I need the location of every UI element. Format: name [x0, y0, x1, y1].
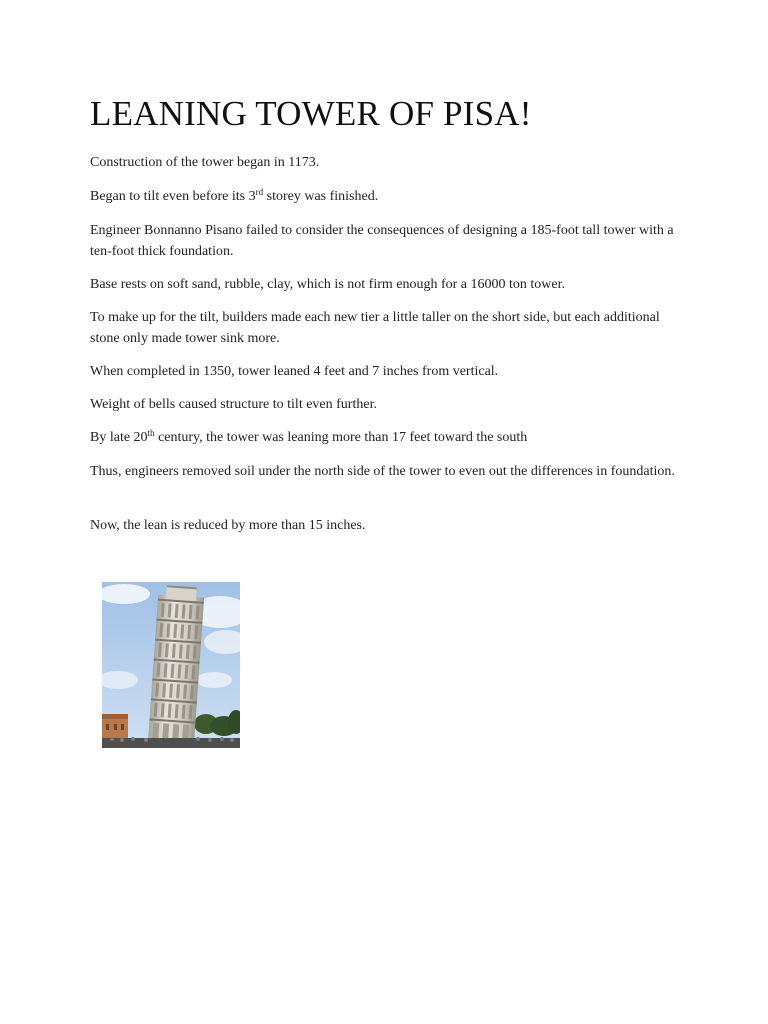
paragraph-20th-century-text: By late 20 — [90, 430, 148, 445]
superscript-ordinal: th — [147, 428, 155, 439]
paragraph-tilt-start-text-end: storey was finished. — [263, 189, 379, 204]
paragraph-completed: When completed in 1350, tower leaned 4 feet and 7 inches from vertical. — [90, 364, 499, 379]
paragraph-construction: Construction of the tower began in 1173. — [90, 155, 320, 170]
paragraph-base: Base rests on soft sand, rubble, clay, which is not firm enough for a 16000 ton tower. — [90, 277, 566, 292]
paragraph-bells: Weight of bells caused structure to tilt even further. — [90, 397, 377, 412]
tower-photo — [102, 582, 240, 748]
paragraph-20th-century — [90, 427, 690, 448]
page-title: LEANING TOWER OF PISA! — [90, 94, 532, 133]
paragraph-engineer: Engineer Bonnanno Pisano failed to consider the consequences of designing a 185-foot tall tower with a ten-foot thick foundation. — [90, 223, 674, 259]
superscript-ordinal: rd — [255, 187, 264, 198]
paragraph-tilt-start — [90, 186, 690, 207]
paragraph-soil-removed: Thus, engineers removed soil under the north side of the tower to even out the differences in foundation. — [90, 464, 675, 479]
paragraph-tiers: To make up for the tilt, builders made each new tier a little taller on the short side, but each additional stone only made tower sink more. — [90, 310, 660, 346]
tower-photo-image — [102, 582, 240, 748]
paragraph-lean-reduced: Now, the lean is reduced by more than 15 inches. — [90, 518, 366, 533]
paragraph-tilt-start-text: Began to tilt even before its 3 — [90, 189, 256, 204]
paragraph-20th-century-text-end: century, the tower was leaning more than 17 feet toward the south — [154, 430, 528, 445]
